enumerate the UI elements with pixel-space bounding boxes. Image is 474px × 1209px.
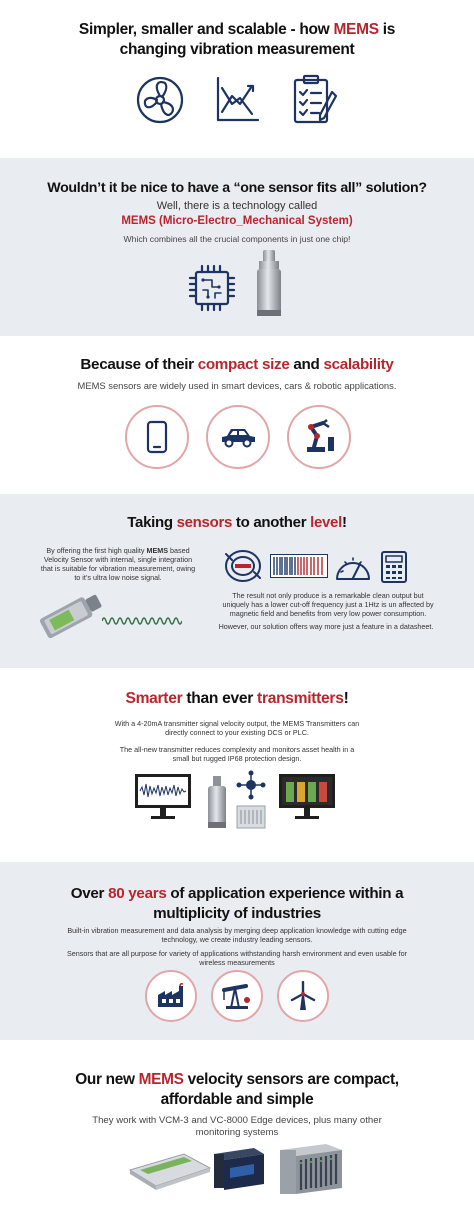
chip-icon [186,262,238,314]
smartphone-circle [125,405,189,469]
wind-turbine-icon [288,981,318,1011]
next-level-left-text: By offering the first high quality MEMS based Velocity Sensor with internal, single integration that is suitable for vibration measurement, owing to it’s ultra low noise signal. [40,546,196,582]
oil-pump-icon [222,982,252,1010]
transmitter-sensor-image [202,776,232,832]
experience-title: Over 80 years of application experience within a multiplicity of industries [70,885,404,922]
next-level-right-text-2: However, our solution offers way more just a feature in a datasheet. [218,622,434,631]
magnetic-coil-icon [222,546,264,586]
new-sensors-title: Our new MEMS velocity sensors are compact, affordable and simple [75,1071,399,1108]
network-node-icon [236,770,266,800]
section-next-level [0,494,474,668]
waveform-icon [102,612,182,630]
transmitters-text-2: The all-new transmitter reduces complexity and monitors asset health in a small but rugged IP68 protection design. [119,745,355,763]
fan-icon [135,74,185,126]
transmitters-title: Smarter than ever transmitters! [125,690,349,707]
new-sensors-text: They work with VCM-3 and VC-8000 Edge devices, plus many other monitoring systems [92,1115,382,1138]
experience-text-2: Sensors that are all purpose for variety of applications withstanding harsh environment and even usable for wireless measurements [66,949,407,967]
sensor-cylinder-image [250,250,286,322]
vcm-device-image [208,1144,268,1194]
experience-text-1: Built-in vibration measurement and data analysis by merging deep application knowledge with cutting edge technology, we create industry leading sensors. [67,926,407,944]
intro-title: Simpler, smaller and scalable - how MEMS is changing vibration measurement [78,21,396,58]
one-sensor-highlight: MEMS (Micro-Electro_Mechanical System) [121,215,353,227]
section-new-sensors [0,1040,474,1209]
one-sensor-line2: Which combines all the crucial components in just one chip! [123,234,351,244]
section-intro [0,0,474,158]
one-sensor-title: Wouldn’t it be nice to have a “one sensor fits all” solution? [47,180,427,196]
chart-trend-icon [212,74,262,126]
monitor-waveform-icon [133,772,193,822]
one-sensor-line1: Well, there is a technology called [156,200,318,212]
frequency-bars-icon [270,554,328,578]
car-icon [218,425,258,449]
rack-board-image [126,1148,214,1192]
controller-module-image [236,802,266,832]
calculator-icon [380,550,408,584]
next-level-title: Taking sensors to another level! [127,514,347,531]
gauge-icon [334,552,372,582]
checklist-icon [290,74,338,126]
smartphone-icon [146,420,168,454]
wind-turbine-circle [277,970,329,1022]
robot-arm-icon [301,419,337,455]
robot-arm-circle [287,405,351,469]
velocity-sensor-image [36,588,106,640]
vc8000-rack-image [276,1140,346,1198]
car-circle [206,405,270,469]
factory-icon [156,983,186,1009]
section-experience [0,862,474,1040]
factory-circle [145,970,197,1022]
monitor-bars-icon [277,772,337,822]
section-compact [0,336,474,494]
compact-title: Because of their compact size and scalability [80,356,394,373]
section-one-sensor [0,158,474,336]
oil-pump-circle [211,970,263,1022]
compact-subtitle: MEMS sensors are widely used in smart devices, cars & robotic applications. [77,380,397,391]
transmitters-text-1: With a 4-20mA transmitter signal velocity output, the MEMS Transmitters can directly connect to your existing DCS or PLC. [114,719,360,737]
next-level-right-text: The result not only produce is a remarkable clean output but uniquely has a lower cut-off frequency just a 1Htz is un affected by magnetic field and benefits from very low power consumption. [222,591,434,618]
section-transmitters [0,668,474,862]
